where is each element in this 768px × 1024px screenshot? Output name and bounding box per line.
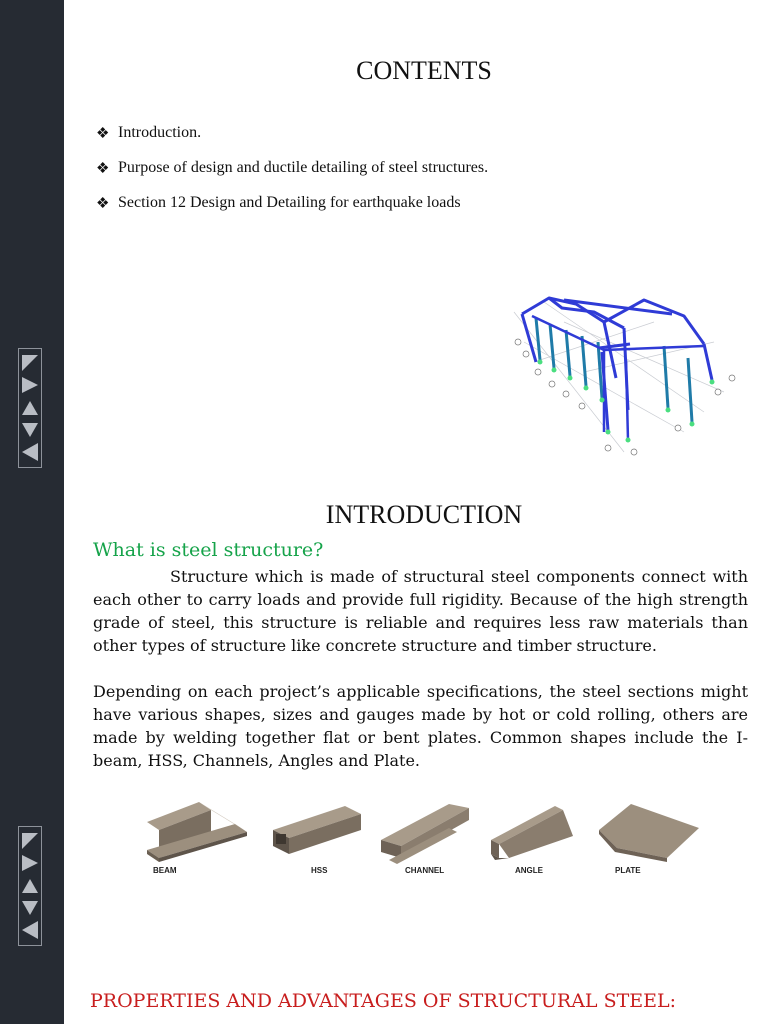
contents-item-label: Purpose of design and ductile detailing of steel structures.	[118, 159, 489, 176]
nav-arrow-back-icon[interactable]	[22, 921, 38, 939]
diamond-bullet-icon: ❖	[96, 196, 110, 212]
nav-arrow-left-icon[interactable]	[22, 377, 38, 393]
nav-arrows-bottom	[18, 826, 42, 946]
steel-structure-question: What is steel structure?	[93, 539, 324, 561]
hss-shape	[273, 806, 361, 875]
contents-item-label: Section 12 Design and Detailing for earthquake loads	[118, 194, 461, 211]
diamond-bullet-icon: ❖	[96, 161, 110, 177]
contents-item	[96, 124, 488, 159]
properties-heading: PROPERTIES AND ADVANTAGES OF STRUCTURAL STEEL:	[90, 990, 677, 1012]
contents-item-label: Introduction.	[118, 124, 202, 141]
nav-arrow-up-icon[interactable]	[22, 879, 38, 893]
contents-item	[96, 194, 488, 229]
shape-label-channel: CHANNEL	[405, 866, 445, 875]
nav-arrow-back-icon[interactable]	[22, 443, 38, 461]
page-content	[64, 0, 768, 1024]
contents-item	[96, 159, 488, 194]
diamond-bullet-icon: ❖	[96, 126, 110, 142]
introduction-title: INTRODUCTION	[325, 500, 523, 529]
nav-arrow-down-icon[interactable]	[22, 423, 38, 437]
nav-arrow-up-icon[interactable]	[22, 401, 38, 415]
left-sidebar	[0, 0, 64, 1024]
channel-shape	[381, 804, 469, 875]
contents-list	[96, 124, 488, 229]
nav-arrows-top	[18, 348, 42, 468]
intro-paragraph-2: Depending on each project’s applicable specifications, the steel sections might have various shapes, sizes and gauges made by hot or cold rolling, others are made by welding together flat or bent plates. Common shapes include the I-beam, HSS, Channels, Angles and Plate.	[93, 682, 748, 770]
intro-paragraph-1: Structure which is made of structural steel components connect with each other to carry loads and provide full rigidity. Because of the high strength grade of steel, this structure is reliable and requires less raw materials than other types of structure like concrete structure and timber structure.	[93, 567, 748, 655]
nav-arrow-up-left-icon[interactable]	[22, 833, 38, 849]
steel-shapes-illustration	[139, 800, 709, 880]
steel-frame-illustration	[504, 282, 744, 460]
nav-arrow-left-icon[interactable]	[22, 855, 38, 871]
shape-label-angle: ANGLE	[515, 866, 543, 875]
angle-shape	[491, 806, 573, 875]
shape-label-hss: HSS	[311, 866, 328, 875]
shape-label-plate: PLATE	[615, 866, 641, 875]
nav-arrow-up-left-icon[interactable]	[22, 355, 38, 371]
contents-title: CONTENTS	[356, 56, 492, 85]
shape-label-beam: BEAM	[153, 866, 177, 875]
plate-shape	[599, 804, 699, 875]
nav-arrow-down-icon[interactable]	[22, 901, 38, 915]
beam-shape	[147, 802, 247, 875]
